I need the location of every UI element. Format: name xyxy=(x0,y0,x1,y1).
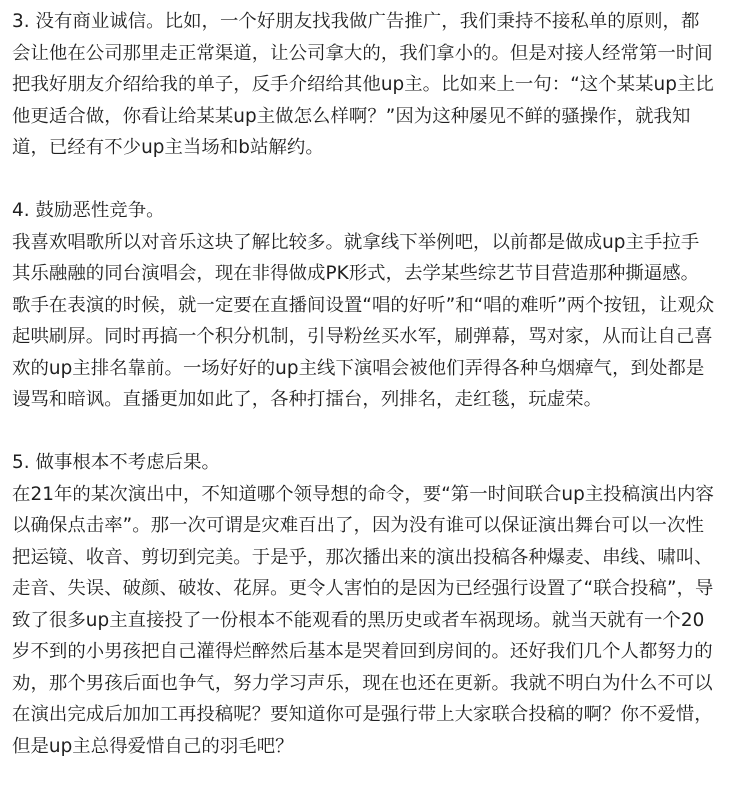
section-3-paragraph xyxy=(12,6,717,164)
paragraph-spacer xyxy=(12,416,717,448)
section-3-body: 比如，一个好朋友找我做广告推广，我们秉持不接私单的原则，都会让他在公司那里走正常渠道，让公司拿大的，我们拿小的。但是对接人经常第一时间把我好朋友介绍给我的单子，反手介绍给其他up主。比如来上一句：“这个某某up主比他更适合做，你看让给某某up主做怎么样啊？”因为这种屡见不鲜的骚操作，就我知道，已经有不少up主当场和b站解约。 xyxy=(12,11,714,158)
section-4-body: 我喜欢唱歌所以对音乐这块了解比较多。就拿线下举例吧，以前都是做成up主手拉手其乐融融的同台演唱会，现在非得做成PK形式，去学某些综艺节目营造那种撕逼感。歌手在表演的时候，就一定要在直播间设置“唱的好听”和“唱的难听”两个按钮，让观众起哄刷屏。同时再搞一个积分机制，引导粉丝买水军，刷弹幕，骂对家，从而让自己喜欢的up主排名靠前。一场好好的up主线下演唱会被他们弄得各种乌烟瘴气，到处都是谩骂和暗讽。直播更加如此了，各种打擂台，列排名，走红毯，玩虚荣。 xyxy=(12,231,715,410)
paragraph-spacer xyxy=(12,164,717,196)
section-4-heading: 4. 鼓励恶性竞争。 xyxy=(12,200,165,221)
section-5-heading: 5. 做事根本不考虑后果。 xyxy=(12,452,220,473)
section-3-heading: 3. 没有商业诚信。 xyxy=(12,11,165,32)
section-5-body: 在21年的某次演出中，不知道哪个领导想的命令，要“第一时间联合up主投稿演出内容以确保点击率”。那一次可谓是灾难百出了，因为没有谁可以保证演出舞台可以一次性把运镜、收音、剪切到完美。于是乎，那次播出来的演出投稿各种爆麦、串线、啸叫、走音、失误、破颜、破妆、花屏。更令人害怕的是因为已经强行设置了“联合投稿”，导致了很多up主直接投了一份根本不能观看的黑历史或者车祸现场。就当天就有一个20岁不到的小男孩把自己灌得烂醉然后基本是哭着回到房间的。还好我们几个人都努力的劝，那个男孩后面也争气，努力学习声乐，现在也还在更新。我就不明白为什么不可以在演出完成后加加工再投稿呢？要知道你可是强行带上大家联合投稿的啊？你不爱惜，但是up主总得爱惜自己的羽毛吧？ xyxy=(12,483,714,757)
